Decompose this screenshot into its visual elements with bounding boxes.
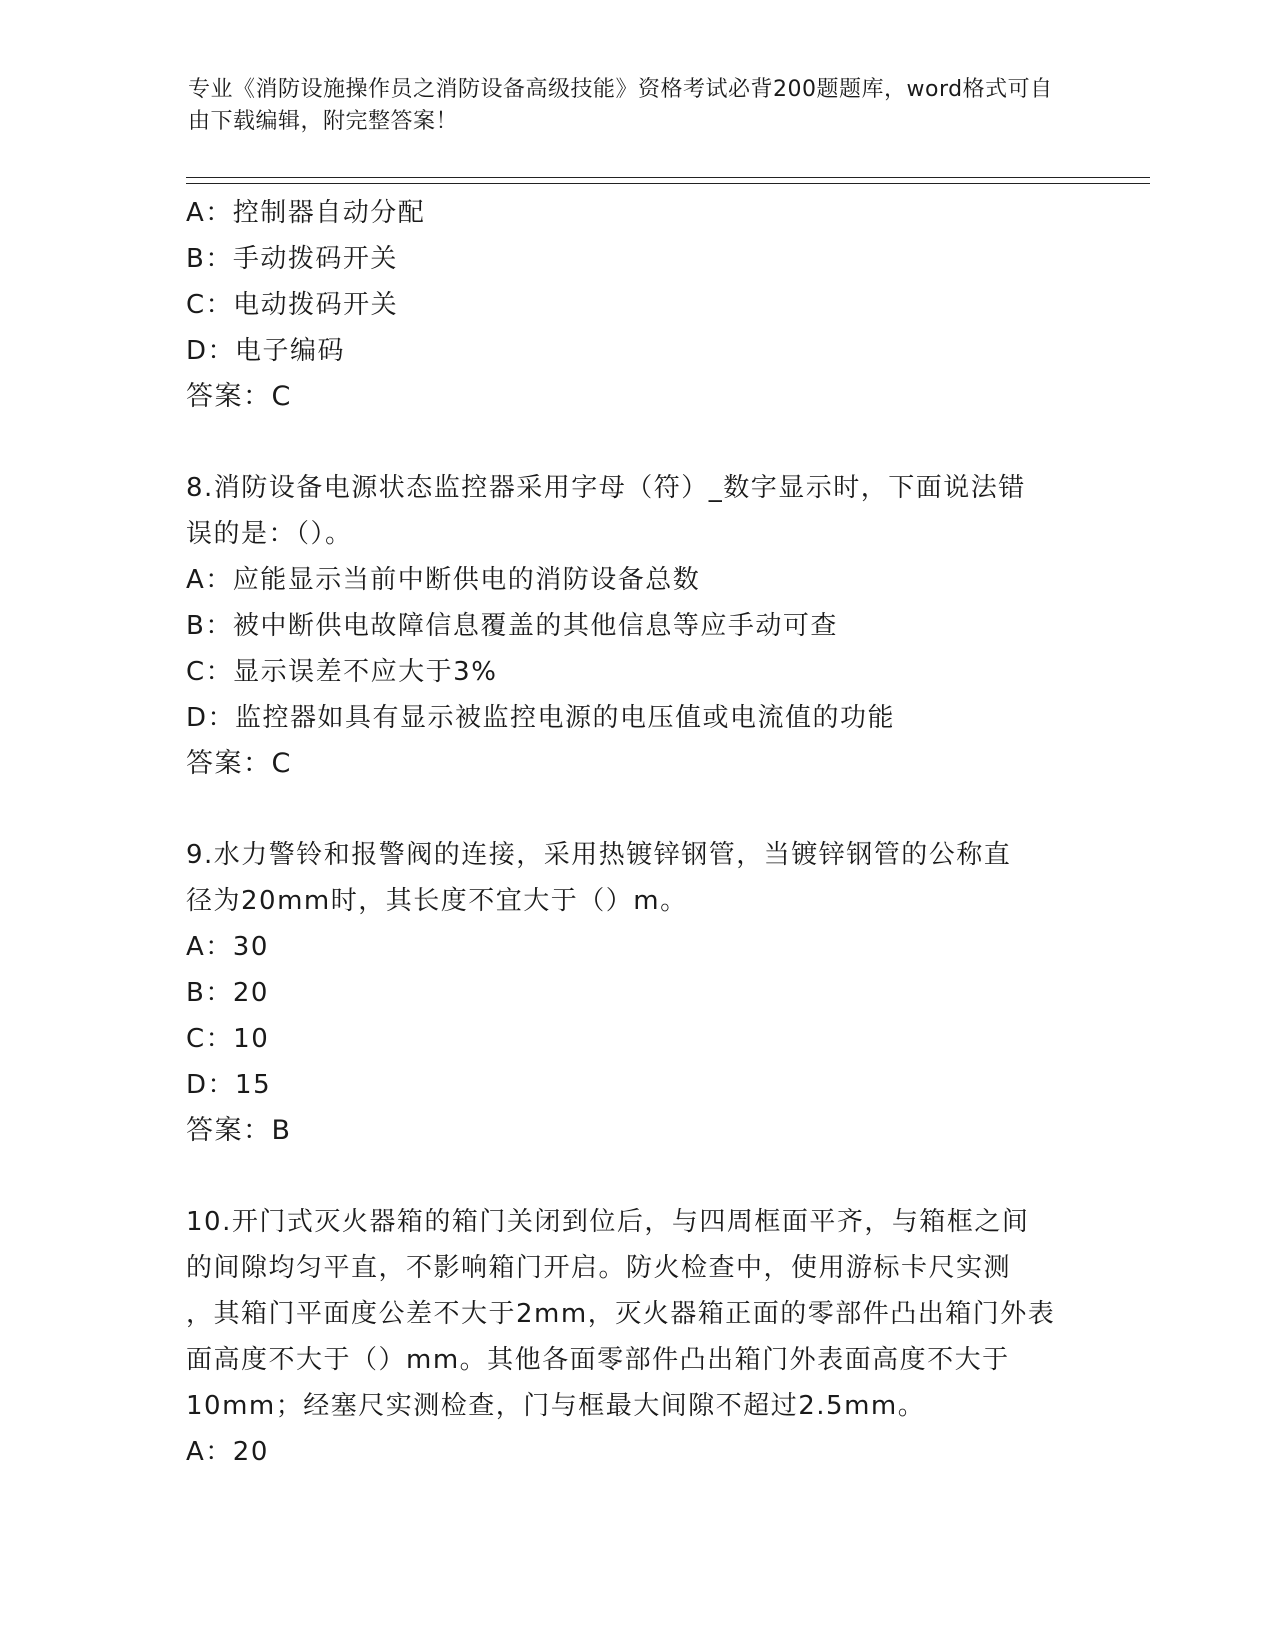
- spacer: [186, 1154, 1086, 1199]
- question-9: [186, 832, 1086, 1154]
- question-stem-line: 8.消防设备电源状态监控器采用字母（符）_数字显示时，下面说法错: [186, 473, 1026, 503]
- question-stem-line: 的间隙均匀平直，不影响箱门开启。防火检查中，使用游标卡尺实测: [186, 1253, 1012, 1283]
- option-c: C：显示误差不应大于3%: [186, 657, 498, 687]
- answer-line: 答案：C: [186, 748, 292, 779]
- option-d: D：电子编码: [186, 336, 346, 366]
- answer-line: 答案：B: [186, 1115, 292, 1146]
- question-10: [186, 1199, 1086, 1475]
- answer-line: 答案：C: [186, 381, 292, 412]
- question-stem-line: 10mm；经塞尺实测检查，门与框最大间隙不超过2.5mm。: [186, 1391, 926, 1421]
- option-b: B：被中断供电故障信息覆盖的其他信息等应手动可查: [186, 611, 838, 641]
- option-d: D：15: [186, 1070, 272, 1100]
- question-stem-line: 面高度不大于（）mm。其他各面零部件凸出箱门外表面高度不大于: [186, 1345, 1010, 1375]
- spacer: [186, 420, 1086, 465]
- question-stem-line: 10.开门式灭火器箱的箱门关闭到位后，与四周框面平齐，与箱框之间: [186, 1207, 1030, 1237]
- spacer: [186, 787, 1086, 832]
- option-a: A：30: [186, 932, 269, 962]
- question-stem-line: ，其箱门平面度公差不大于2mm，灭火器箱正面的零部件凸出箱门外表: [186, 1299, 1056, 1329]
- option-a: A：20: [186, 1437, 269, 1467]
- option-c: C：电动拨码开关: [186, 290, 399, 320]
- option-a: A：控制器自动分配: [186, 198, 426, 228]
- option-d: D：监控器如具有显示被监控电源的电压值或电流值的功能: [186, 703, 896, 733]
- question-7-options: [186, 190, 1086, 420]
- option-b: B：手动拨码开关: [186, 244, 398, 274]
- header-double-rule: [186, 177, 1150, 184]
- question-8: [186, 465, 1086, 787]
- option-a: A：应能显示当前中断供电的消防设备总数: [186, 565, 701, 595]
- option-b: B：20: [186, 978, 269, 1008]
- document-header: 专业《消防设施操作员之消防设备高级技能》资格考试必背200题题库，word格式可自由下载编辑，附完整答案！: [188, 77, 1053, 134]
- document-body: [186, 190, 1086, 1475]
- question-stem-line: 9.水力警铃和报警阀的连接，采用热镀锌钢管，当镀锌钢管的公称直: [186, 840, 1012, 870]
- question-stem-line: 径为20mm时，其长度不宜大于（）m。: [186, 886, 688, 916]
- option-c: C：10: [186, 1024, 270, 1054]
- question-stem-line: 误的是：（）。: [186, 519, 353, 549]
